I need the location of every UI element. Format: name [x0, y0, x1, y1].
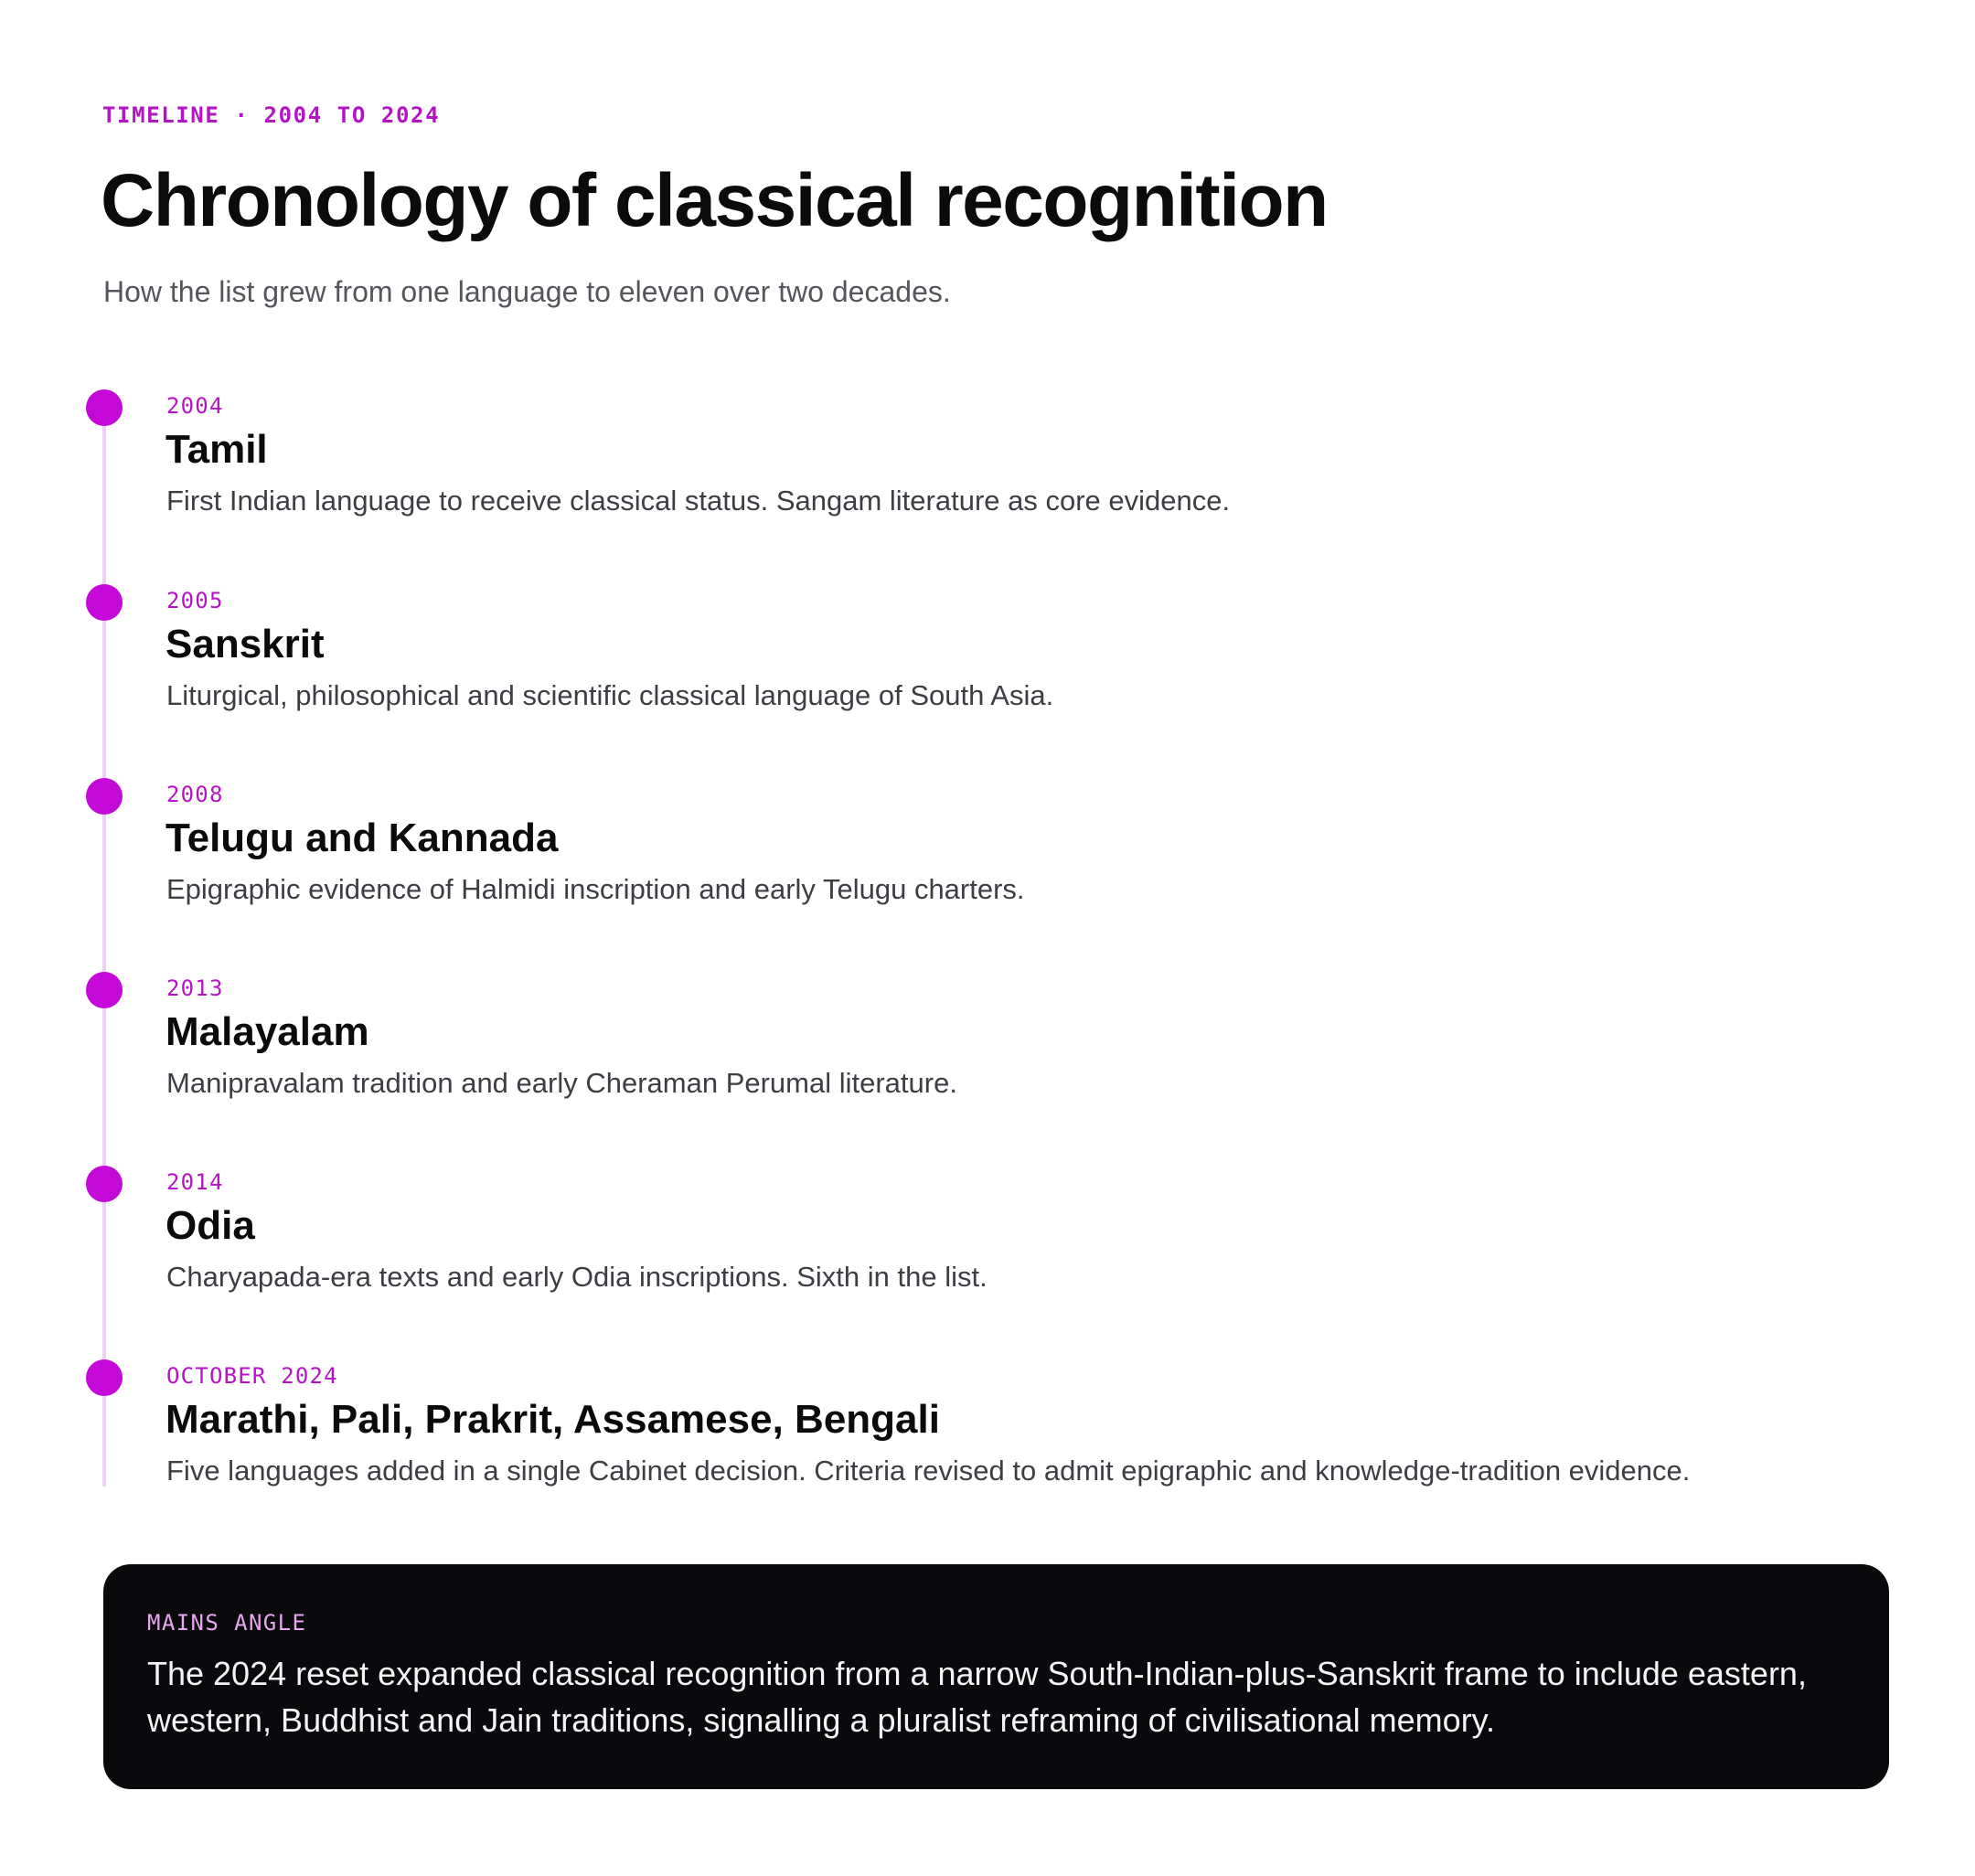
timeline-dot-icon — [86, 1359, 123, 1396]
event-description: Five languages added in a single Cabinet decision. Criteria revised to admit epigraphic and knowledge-tradition evidence. — [166, 1455, 1691, 1487]
timeline-event-2013 — [0, 970, 1975, 1153]
callout-label: MAINS ANGLE — [147, 1610, 307, 1636]
mains-angle-callout — [103, 1564, 1889, 1789]
event-language: Sanskrit — [165, 622, 325, 666]
event-description: Liturgical, philosophical and scientific classical language of South Asia. — [166, 679, 1054, 711]
event-year: 2013 — [166, 975, 224, 1001]
event-language: Marathi, Pali, Prakrit, Assamese, Bengali — [165, 1397, 940, 1442]
timeline-event-2024 — [0, 1358, 1975, 1540]
event-year: 2008 — [166, 782, 224, 807]
event-description: Epigraphic evidence of Halmidi inscription and early Telugu charters. — [166, 873, 1025, 905]
event-description: Charyapada-era texts and early Odia inscriptions. Sixth in the list. — [166, 1261, 988, 1293]
timeline-event-2005 — [0, 582, 1975, 765]
event-language: Telugu and Kannada — [165, 815, 559, 860]
timeline-event-2004 — [0, 388, 1975, 570]
event-language: Tamil — [165, 427, 268, 472]
timeline-dot-icon — [86, 1166, 123, 1202]
timeline-dot-icon — [86, 584, 123, 621]
eyebrow-label: TIMELINE · 2004 TO 2024 — [102, 102, 441, 128]
timeline-event-2014 — [0, 1164, 1975, 1347]
callout-text: The 2024 reset expanded classical recognition from a narrow South-Indian-plus-Sanskrit frame to include eastern, western, Buddhist and Jain traditions, signalling a pluralist reframing of civilisational memory. — [147, 1655, 1807, 1739]
timeline-dot-icon — [86, 778, 123, 815]
timeline-dot-icon — [86, 972, 123, 1008]
event-year: 2004 — [166, 393, 224, 419]
timeline-dot-icon — [86, 389, 123, 426]
event-year: OCTOBER 2024 — [166, 1363, 338, 1389]
event-year: 2005 — [166, 588, 224, 613]
event-description: First Indian language to receive classical status. Sangam literature as core evidence. — [166, 485, 1231, 517]
event-description: Manipravalam tradition and early Cheraman Perumal literature. — [166, 1067, 957, 1099]
event-year: 2014 — [166, 1169, 224, 1195]
page-title: Chronology of classical recognition — [101, 159, 1328, 242]
timeline-event-2008 — [0, 776, 1975, 959]
event-language: Odia — [165, 1203, 255, 1248]
page-subtitle: How the list grew from one language to eleven over two decades. — [103, 275, 951, 308]
event-language: Malayalam — [165, 1009, 369, 1054]
